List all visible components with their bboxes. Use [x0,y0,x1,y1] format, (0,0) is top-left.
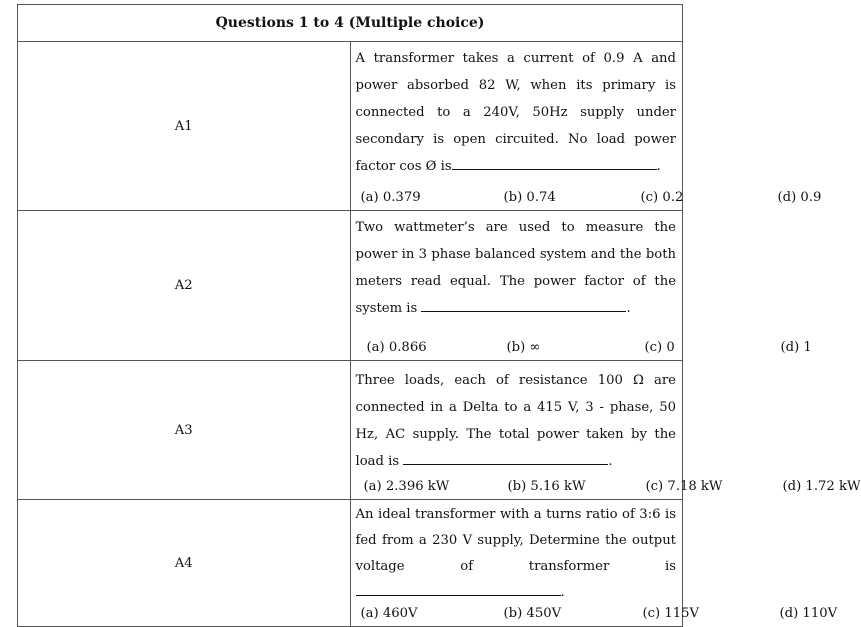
question-row-a3 [18,361,683,500]
header-row [18,5,683,42]
question-label: A4 [18,500,351,627]
questions-table [17,4,861,627]
question-body [350,361,861,500]
question-label: A2 [18,211,351,361]
option-b: (b) 5.16 kW [507,479,586,494]
option-a: (a) 0.866 [366,340,427,355]
question-stem: Three loads, each of resistance 100 Ω are connected in a Delta to a 415 V, 3 - phase, 50 Hz, AC supply. The total power taken by the load is . [355,373,676,469]
question-body [350,500,838,627]
option-d: (d) 1.72 kW [782,479,861,494]
option-b: (b) 450V [503,606,562,621]
question-text: An ideal transformer with a turns ratio of 3:6 is fed from a 230 V supply, Determine the output voltage of transformer is [355,507,676,574]
answer-blank [421,300,626,312]
question-stem: A transformer takes a current of 0.9 A and power absorbed 82 W, when its primary is connected to a 240V, 50Hz supply under secondary is open circuited. No load power factor cos Ø is . [355,51,676,174]
options-row [356,475,861,499]
option-c: (c) 0.2 [640,190,684,205]
answer-blank [356,584,561,596]
question-body [350,42,822,211]
question-row-a1 [18,42,683,211]
question-body [350,211,812,361]
table-title: Questions 1 to 4 (Multiple choice) [18,5,683,42]
option-c: (c) 7.18 kW [645,479,723,494]
question-text: Three loads, each of resistance 100 Ω are connected in a Delta to a 415 V, 3 - phase, 50 Hz, AC supply. The total power taken by the load is [355,373,676,469]
question-row-a2 [18,211,683,361]
options-row [356,186,822,210]
option-c: (c) 0 [644,340,675,355]
options-row [356,602,838,626]
option-a: (a) 2.396 kW [363,479,450,494]
question-label: A1 [18,42,351,211]
question-stem: An ideal transformer with a turns ratio of 3:6 is fed from a 230 V supply, Determine the output voltage of transformer is . [355,507,676,600]
options-row [356,336,812,360]
option-a: (a) 0.379 [360,190,421,205]
question-label: A3 [18,361,351,500]
question-text: A transformer takes a current of 0.9 A and power absorbed 82 W, when its primary is connected to a 240V, 50Hz supply under secondary is open circuited. No load power factor cos Ø is [355,51,676,174]
option-d: (d) 0.9 [777,190,822,205]
answer-blank [403,453,608,465]
option-a: (a) 460V [360,606,418,621]
option-b: (b) ∞ [506,340,541,355]
option-d: (d) 1 [780,340,812,355]
question-stem: Two wattmeter’s are used to measure the power in 3 phase balanced system and the both meters read equal. The power factor of the system is . [355,220,676,316]
option-d: (d) 110V [779,606,838,621]
answer-blank [452,158,657,170]
option-b: (b) 0.74 [503,190,556,205]
option-c: (c) 115V [642,606,700,621]
question-row-a4 [18,500,683,627]
question-text: Two wattmeter’s are used to measure the power in 3 phase balanced system and the both meters read equal. The power factor of the system is [355,220,676,316]
